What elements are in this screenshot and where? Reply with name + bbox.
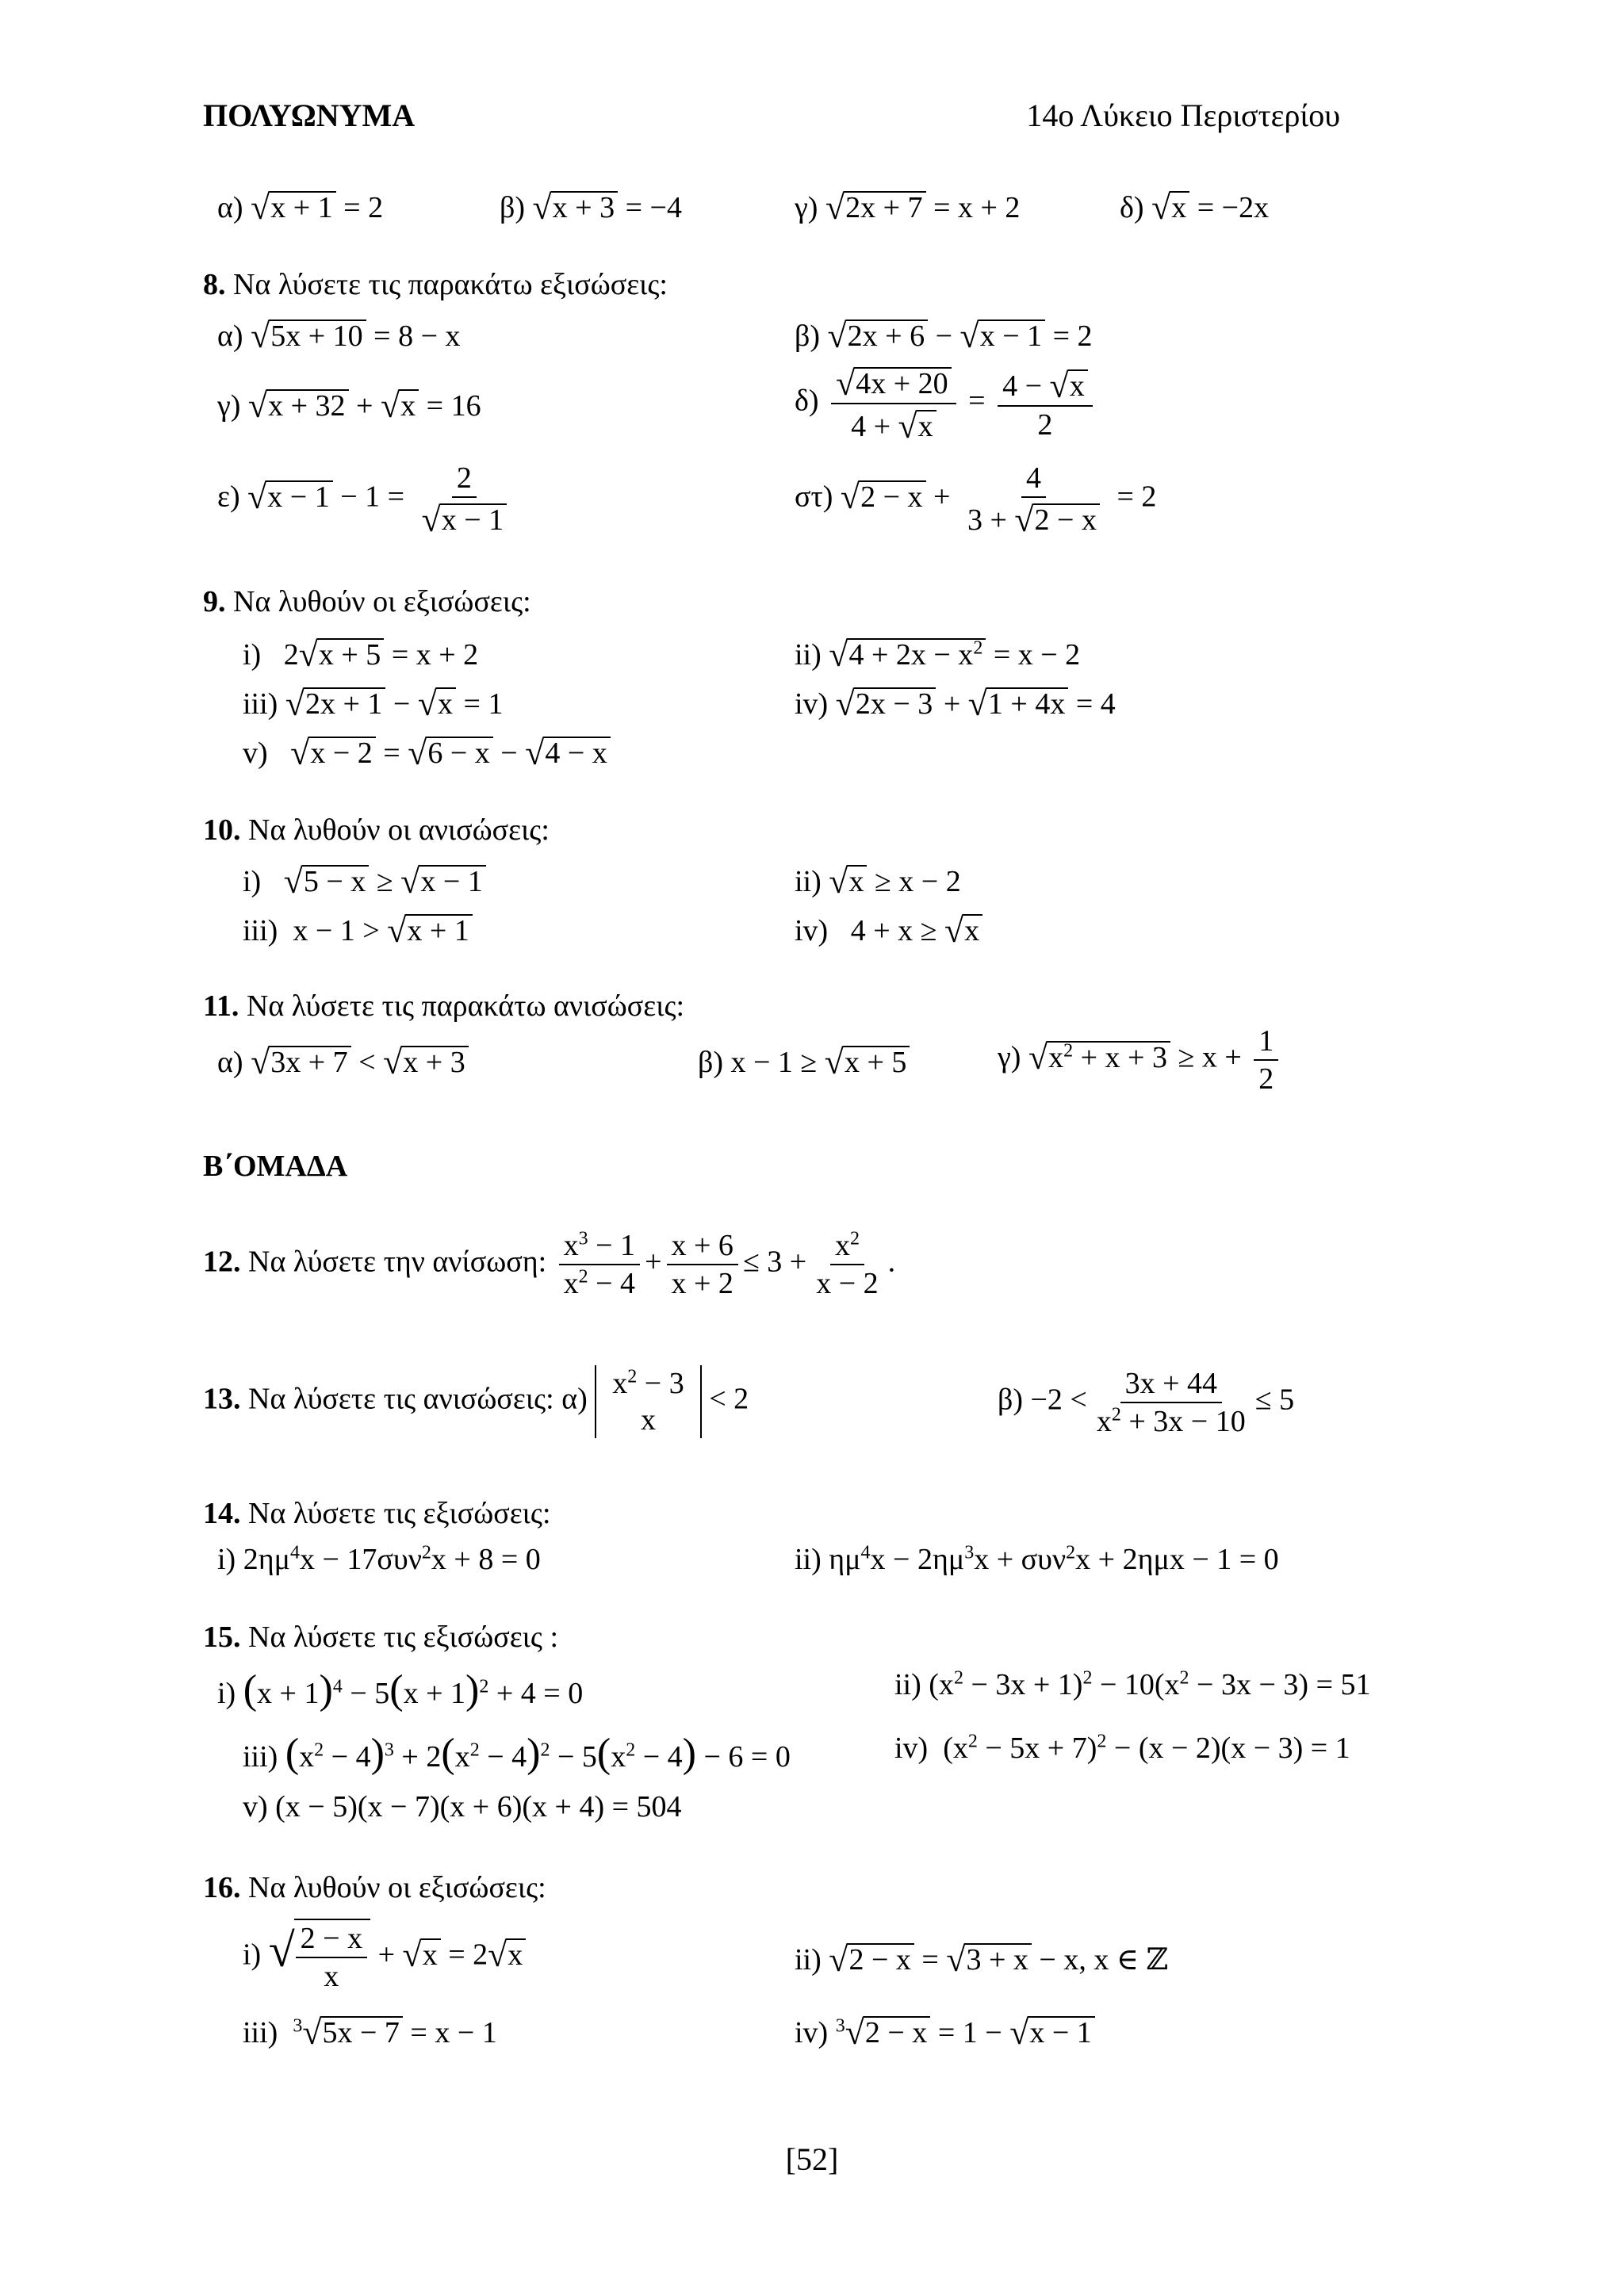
eq-8c: γ) √x + 32 + √x = 16 — [217, 386, 481, 425]
eq-8e: ε) √x − 1 − 1 = $\frac{2}{√x - 1}$ — [217, 460, 516, 539]
exercise-15-title: 15. Να λύσετε τις εξισώσεις : — [203, 1621, 559, 1654]
eq-9ii: ii) $√4 + 2x - x^2 = x - 2$ — [795, 635, 1081, 674]
exercise-16-title: 16. Να λυθούν οι εξισώσεις: — [203, 1871, 546, 1904]
ineq-10iv: iv) 4 + x ≥ √x — [795, 912, 982, 947]
eq-16iii: iii) $^3$√5x − 7 = x − 1 — [243, 2013, 497, 2052]
eq-16i: i) √ $\frac{2 - x}{x}$ + √x = 2√x — [243, 1919, 526, 1995]
page-header-title: ΠΟΛΥΩΝΥΜΑ — [203, 98, 416, 133]
eq-16ii: ii) √2 − x = √3 + x − x, x ∈ ℤ — [795, 1940, 1169, 1979]
eq-8b: β) √2x + 6 − √x − 1 = 2 — [795, 316, 1093, 355]
eq-15iv: iv) $(x^2 - 5x + 7)^2 - (x - 2)(x - 3) = 1$ — [894, 1731, 1350, 1765]
exercise-11-title: 11. Να λύσετε τις παρακάτω ανισώσεις: — [203, 989, 685, 1023]
eq-row7-d: δ) √x = −2x — [1120, 188, 1270, 227]
page-header-school: 14ο Λύκειο Περιστερίου — [1026, 98, 1340, 133]
ineq-11b: β) x − 1 ≥ √x + 5 — [698, 1043, 910, 1078]
exercise-10-title: 10. Να λυθούν οι ανισώσεις: — [203, 813, 550, 847]
eq-9v: v) √x − 2 = √6 − x − √4 − x — [243, 734, 611, 769]
exercise-8-title: 8. Να λύσετε τις παρακάτω εξισώσεις: — [203, 268, 668, 301]
eq-8st: στ) √2 − x + $\frac{4}{3 + √2 - x}$ = 2 — [795, 461, 1157, 539]
exercise-12: 12. Να λύσετε την ανίσωση: $\frac{x^3 - 1}{x^2 - 4}$ + $\frac{x + 6}{x + 2}$ ≤ 3 + $\frac{x^2}{x - 2}$ . — [203, 1228, 896, 1300]
eq-9iv: iv) √2x − 3 + √1 + 4x = 4 — [795, 684, 1116, 723]
ineq-11c: γ) $√x^2 + x + 3 \ge x$ + $\frac{1}{2}$ — [998, 1023, 1283, 1097]
eq-row7-c: γ) √2x + 7 = x + 2 — [795, 188, 1021, 227]
ineq-11a: α) √3x + 7 < √x + 3 — [217, 1043, 469, 1078]
exercise-9-title: 9. Να λυθούν οι εξισώσεις: — [203, 585, 531, 618]
eq-8a: α) √5x + 10 = 8 − x — [217, 316, 461, 355]
ineq-10ii: ii) √x ≥ x − 2 — [795, 862, 961, 901]
eq-16iv: iv) $^3$√2 − x = 1 − √x − 1 — [795, 2014, 1095, 2049]
eq-14i: i) $2\eta\mu^4x - 17\sigma\upsilon\nu^2x + 8 = 0$ — [217, 1542, 541, 1576]
eq-8d: δ) $\frac{√4x + 20}{4 + √x}$ = $\frac{4 - √x}{2}$ — [795, 362, 1097, 446]
exercise-13: 13. Να λύσετε τις ανισώσεις: α) $x^2 - 3$ x < 2 — [203, 1366, 749, 1437]
eq-row7-b: β) √x + 3 = −4 — [500, 188, 682, 227]
exercise-13b: β) −2 < $\frac{3x + 44}{x^2 + 3x - 10}$ ≤ 5 — [998, 1367, 1295, 1438]
eq-15v: v) (x − 5)(x − 7)(x + 6)(x + 4) = 504 — [243, 1790, 682, 1823]
eq-9iii: iii) √2x + 1 − √x = 1 — [243, 684, 504, 723]
eq-15ii: ii) $(x^2 - 3x + 1)^2 - 10(x^2 - 3x - 3) = 51$ — [894, 1667, 1371, 1701]
eq-15i: i) $(x + 1)^4 - 5(x + 1)^2 + 4 = 0$ — [217, 1667, 584, 1712]
ineq-10i: i) √5 − x ≥ √x − 1 — [243, 863, 486, 897]
group-b-heading: Β΄ΟΜΑΔΑ — [203, 1150, 348, 1183]
exercise-14-title: 14. Να λύσετε τις εξισώσεις: — [203, 1497, 551, 1530]
eq-14ii: ii) $\eta\mu^4x - 2\eta\mu^3x + \sigma\upsilon\nu^2x + 2\eta\mu x - 1 = 0$ — [795, 1542, 1279, 1576]
eq-row7-a: α) √x + 1 = 2 — [217, 188, 384, 227]
page-number: [52] — [785, 2141, 839, 2177]
eq-15iii: iii) $(x^2 - 4)^3 + 2(x^2 - 4)^2 - 5(x^2 - 4) - 6 = 0$ — [243, 1731, 791, 1776]
ineq-10iii: iii) x − 1 > √x + 1 — [243, 912, 473, 947]
eq-9i: i) 2√x + 5 = x + 2 — [243, 635, 479, 674]
